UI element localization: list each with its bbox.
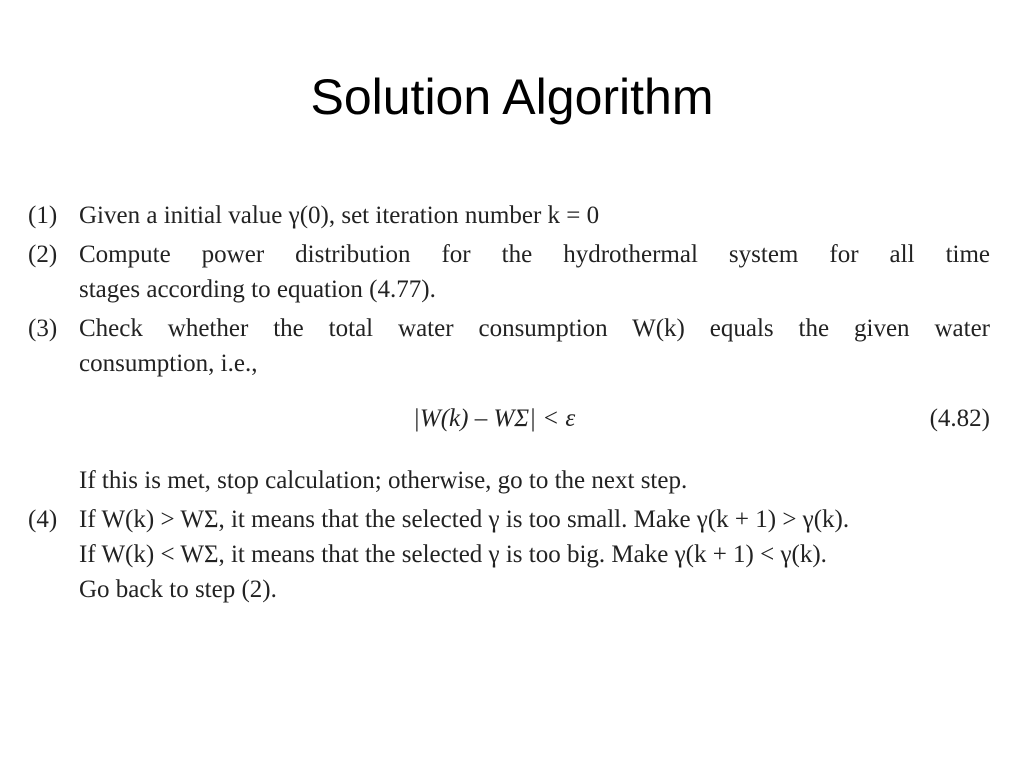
step-text-line: If W(k) < WΣ, it means that the selected γ is too big. Make γ(k + 1) < γ(k). [79, 541, 827, 568]
step-text-line: Given a initial value γ(0), set iteration number k = 0 [79, 202, 600, 229]
step-text-line: consumption, i.e., [79, 350, 258, 377]
step-text-line: If this is met, stop calculation; otherwise, go to the next step. [79, 467, 688, 494]
step-text-line: stages according to equation (4.77). [79, 276, 436, 303]
equation-row [79, 381, 990, 463]
step-number: (3) [28, 315, 58, 342]
step-text-line: If W(k) > WΣ, it means that the selected γ is too small. Make γ(k + 1) > γ(k). [79, 506, 850, 533]
step-text-line: Compute power distribution for the hydrothermal system for all time [79, 241, 990, 268]
step-number: (1) [28, 202, 58, 229]
step-number: (4) [28, 506, 58, 533]
step-number: (2) [28, 241, 58, 268]
step-text-line: Check whether the total water consumption W(k) equals the given water [79, 315, 990, 342]
slide-title: Solution Algorithm [310, 69, 714, 125]
equation-number: (4.82) [929, 405, 990, 432]
step-text-line: Go back to step (2). [79, 576, 277, 603]
step-4 [28, 502, 990, 607]
step-2 [28, 237, 990, 307]
algorithm-steps [28, 198, 990, 607]
step-1 [28, 198, 990, 233]
equation: |W(k) – WΣ| < ε [413, 405, 576, 432]
step-3 [28, 311, 990, 498]
